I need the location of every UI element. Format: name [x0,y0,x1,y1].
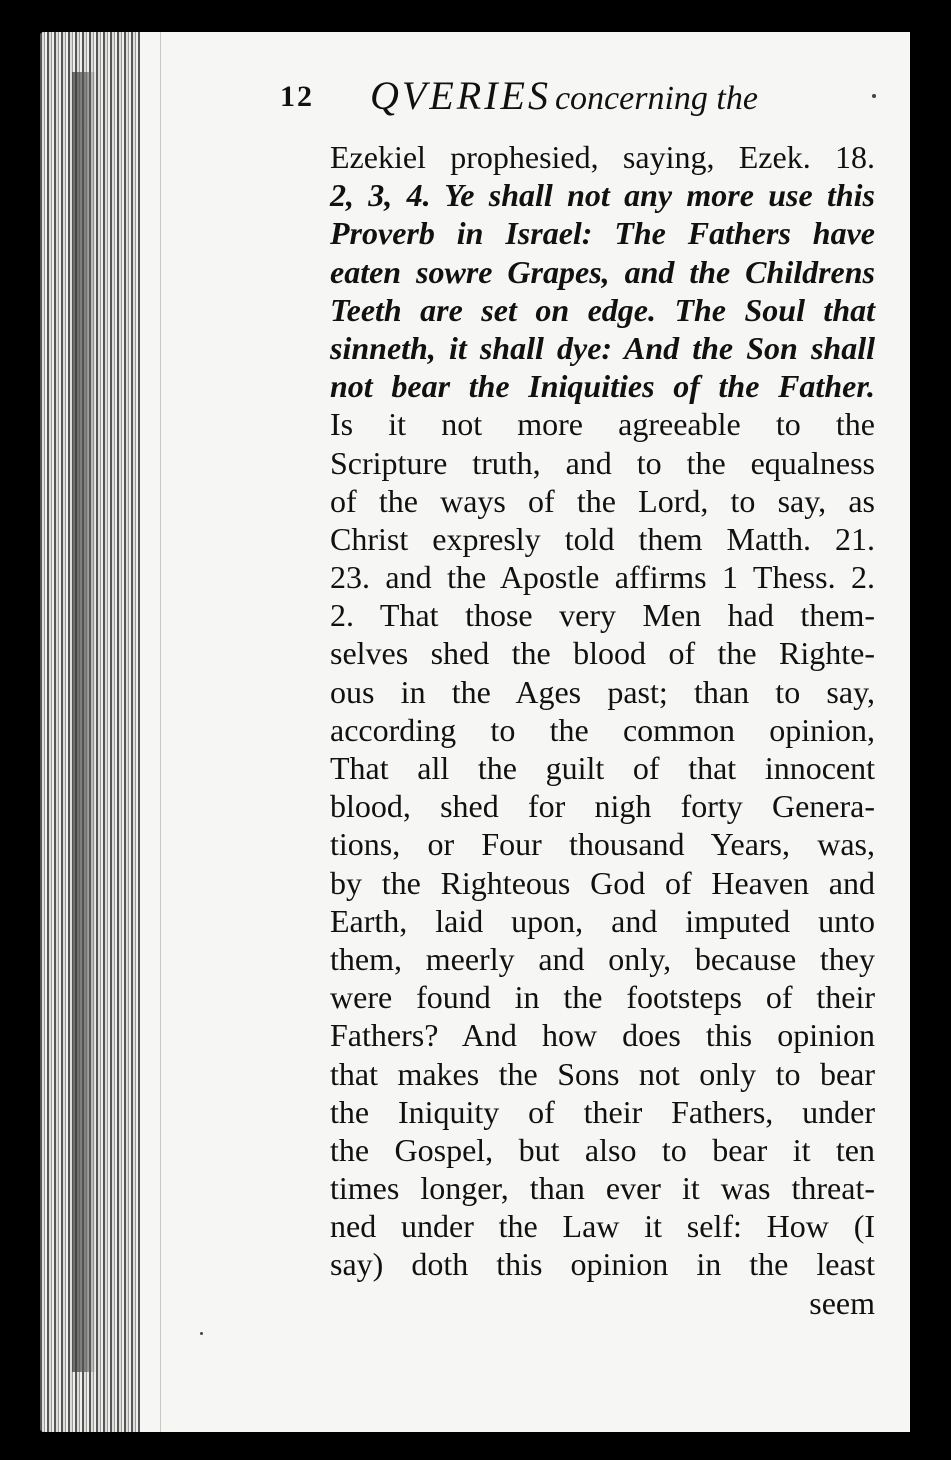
text-line: say) doth this opinion in the least [330,1246,875,1283]
running-head-subtitle: concerning the [554,80,758,117]
text-line: them, meerly and only, because they [330,940,875,977]
text-line: 2, 3, 4. Ye shall not any more use this [330,177,875,214]
right-edge-shadow [935,28,951,1432]
text-line: ous in the Ages past; than to say, [330,673,875,710]
text-line: not bear the Iniquities of the Father. [330,368,875,405]
page-number: 12 [280,80,314,113]
text-line: Is it not more agreeable to the [330,406,875,443]
text-line: blood, shed for nigh forty Genera- [330,788,875,825]
catchword: seem [809,1284,875,1321]
text-line: the Iniquity of their Fathers, under [330,1093,875,1130]
page-edges [40,32,140,1432]
text-line: according to the common opinion, [330,711,875,748]
text-line: that makes the Sons not only to bear [330,1055,875,1092]
text-line: 2. That those very Men had them- [330,597,875,634]
text-line: Christ expresly told them Matth. 21. [330,520,875,557]
text-line: Proverb in Israel: The Fathers have [330,215,875,252]
text-line: Scripture truth, and to the equalness [330,444,875,481]
text-line: selves shed the blood of the Righte- [330,635,875,672]
text-line: by the Righteous God of Heaven and [330,864,875,901]
text-line: Fathers? And how does this opinion [330,1017,875,1054]
running-head-title [370,72,758,119]
text-line: That all the guilt of that innocent [330,750,875,786]
text-line: sinneth, it shall dye: And the Son shall [330,329,875,366]
text-line: 23. and the Apostle affirms 1 Thess. 2. [330,559,875,596]
text-line: the Gospel, but also to bear it ten [330,1131,875,1168]
text-line: eaten sowre Grapes, and the Childrens [330,253,875,290]
text-line: were found in the footsteps of their [330,979,875,1016]
ink-speck [872,94,876,98]
text-line: Ezekiel prophesied, saying, Ezek. 18. [330,139,875,175]
running-head [280,72,890,138]
text-line: Teeth are set on edge. The Soul that [330,291,875,328]
text-line: tions, or Four thousand Years, was, [330,826,875,863]
book-page [40,32,910,1432]
text-block [280,72,890,1322]
body-text [330,138,890,1322]
text-line: of the ways of the Lord, to say, as [330,482,875,519]
running-head-title-text: QVERIES [370,73,551,118]
gutter-line [160,32,161,1432]
ink-speck [200,1332,203,1335]
text-line: times longer, than ever it was threat- [330,1170,875,1207]
text-line: ned under the Law it self: How (I [330,1208,875,1245]
text-line: Earth, laid upon, and imputed unto [330,902,875,939]
